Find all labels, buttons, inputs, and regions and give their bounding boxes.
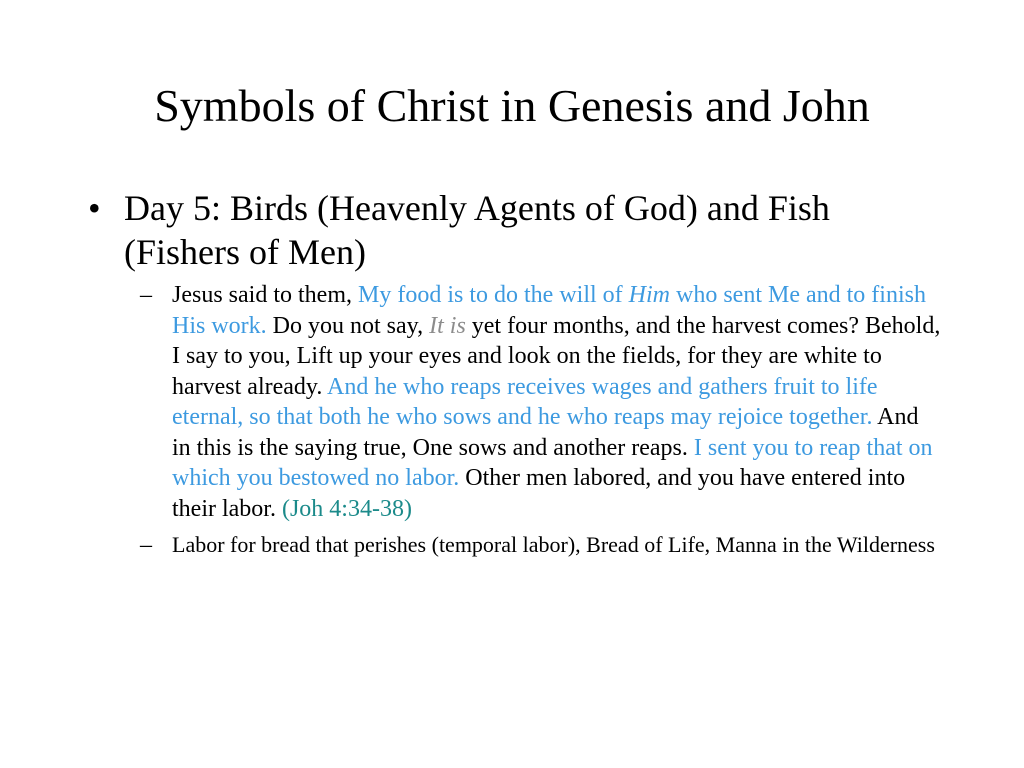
plain-segment: And in this is the saying true, One sows and another reaps. bbox=[172, 404, 919, 461]
main-bullet bbox=[88, 186, 948, 274]
quote-segment: I sent you to reap that on which you bestowed no labor. bbox=[172, 434, 933, 491]
scripture-reference: (Joh 4:34-38) bbox=[281, 495, 412, 522]
plain-segment: Jesus said to them, bbox=[172, 282, 358, 308]
main-bullet-block bbox=[88, 186, 948, 567]
sub-bullet-scripture bbox=[136, 280, 948, 524]
sub-bullet-list bbox=[88, 280, 948, 561]
quote-segment: And he who reaps receives wages and gathers fruit to life eternal, so that both he who sows and he who reaps may rejoice together. bbox=[172, 373, 878, 430]
plain-segment: Other men labored, and you have entered into their labor. bbox=[172, 465, 906, 522]
plain-segment: Do you not say, bbox=[266, 312, 430, 339]
quote-segment: My food is to do the will of bbox=[358, 282, 629, 308]
bullet-marker: • bbox=[88, 188, 101, 228]
sub-bullet-labor bbox=[136, 530, 948, 561]
dash-marker: – bbox=[140, 532, 152, 558]
dash-marker: – bbox=[140, 282, 152, 308]
scripture-quote-text bbox=[172, 280, 942, 524]
quote-segment: who sent Me and to finish His work. bbox=[172, 282, 926, 339]
plain-segment: yet four months, and the harvest comes? Behold, I say to you, Lift up your eyes and look on the fields, for they are white to harvest already. bbox=[172, 312, 941, 400]
quote-italic-segment: Him bbox=[628, 282, 670, 308]
supplied-italic-segment: It is bbox=[429, 312, 466, 339]
slide-title: Symbols of Christ in Genesis and John bbox=[154, 80, 870, 131]
main-bullet-text: Day 5: Birds (Heavenly Agents of God) and Fish (Fishers of Men) bbox=[124, 188, 830, 272]
labor-bread-text: Labor for bread that perishes (temporal labor), Bread of Life, Manna in the Wilderness bbox=[172, 532, 935, 557]
